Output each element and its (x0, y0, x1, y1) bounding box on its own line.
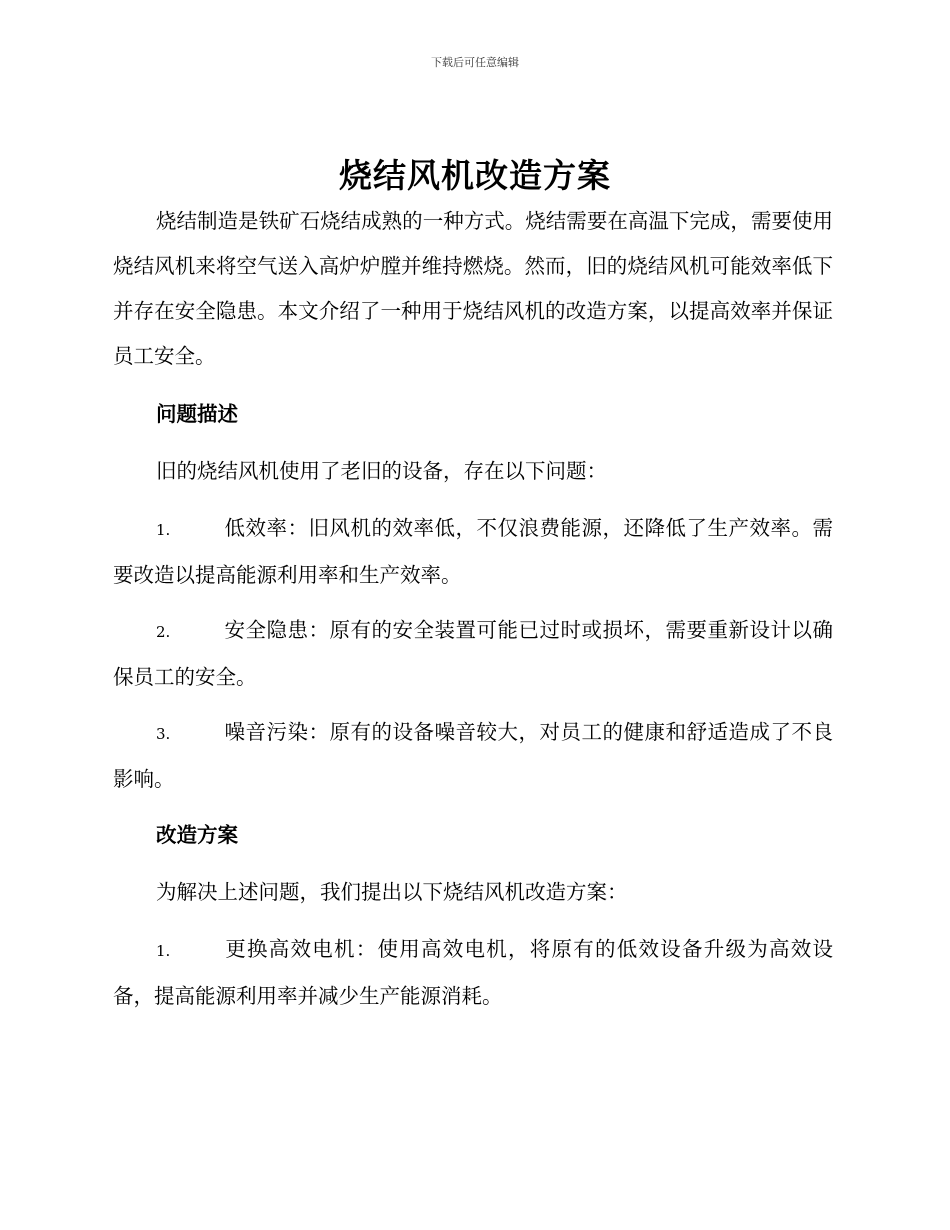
list-item (113, 927, 833, 1019)
section-heading-solution: 改造方案 (156, 823, 238, 847)
section-heading-problem: 问题描述 (156, 402, 238, 426)
list-item-number: 3. (156, 725, 171, 743)
list-item (113, 506, 833, 598)
section-lead-solution: 为解决上述问题，我们提出以下烧结风机改造方案： (156, 880, 628, 904)
document-title: 烧结风机改造方案 (339, 156, 611, 195)
header-note: 下载后可任意编辑 (431, 56, 519, 69)
intro-paragraph: 烧结制造是铁矿石烧结成熟的一种方式。烧结需要在高温下完成，需要使用烧结风机来将空气送入高炉炉膛并维持燃烧。然而，旧的烧结风机可能效率低下并存在安全隐患。本文介绍了一种用于烧结风机的改造方案，以提高效率并保证员工安全。 (113, 209, 833, 368)
list-item-number: 1. (156, 521, 171, 539)
section-lead-problem: 旧的烧结风机使用了老旧的设备，存在以下问题： (156, 459, 607, 483)
list-item-text: 低效率：旧风机的效率低，不仅浪费能源，还降低了生产效率。需要改造以提高能源利用率和生产效率。 (113, 516, 833, 587)
list-item (113, 608, 833, 700)
list-item-text: 噪音污染：原有的设备噪音较大，对员工的健康和舒适造成了不良影响。 (113, 720, 833, 791)
list-item-text: 更换高效电机：使用高效电机，将原有的低效设备升级为高效设备，提高能源利用率并减少生产能源消耗。 (113, 937, 833, 1008)
list-item-number: 2. (156, 623, 171, 641)
list-item-number: 1. (156, 942, 171, 960)
list-item (113, 710, 833, 802)
list-item-text: 安全隐患：原有的安全装置可能已过时或损坏，需要重新设计以确保员工的安全。 (113, 618, 833, 689)
